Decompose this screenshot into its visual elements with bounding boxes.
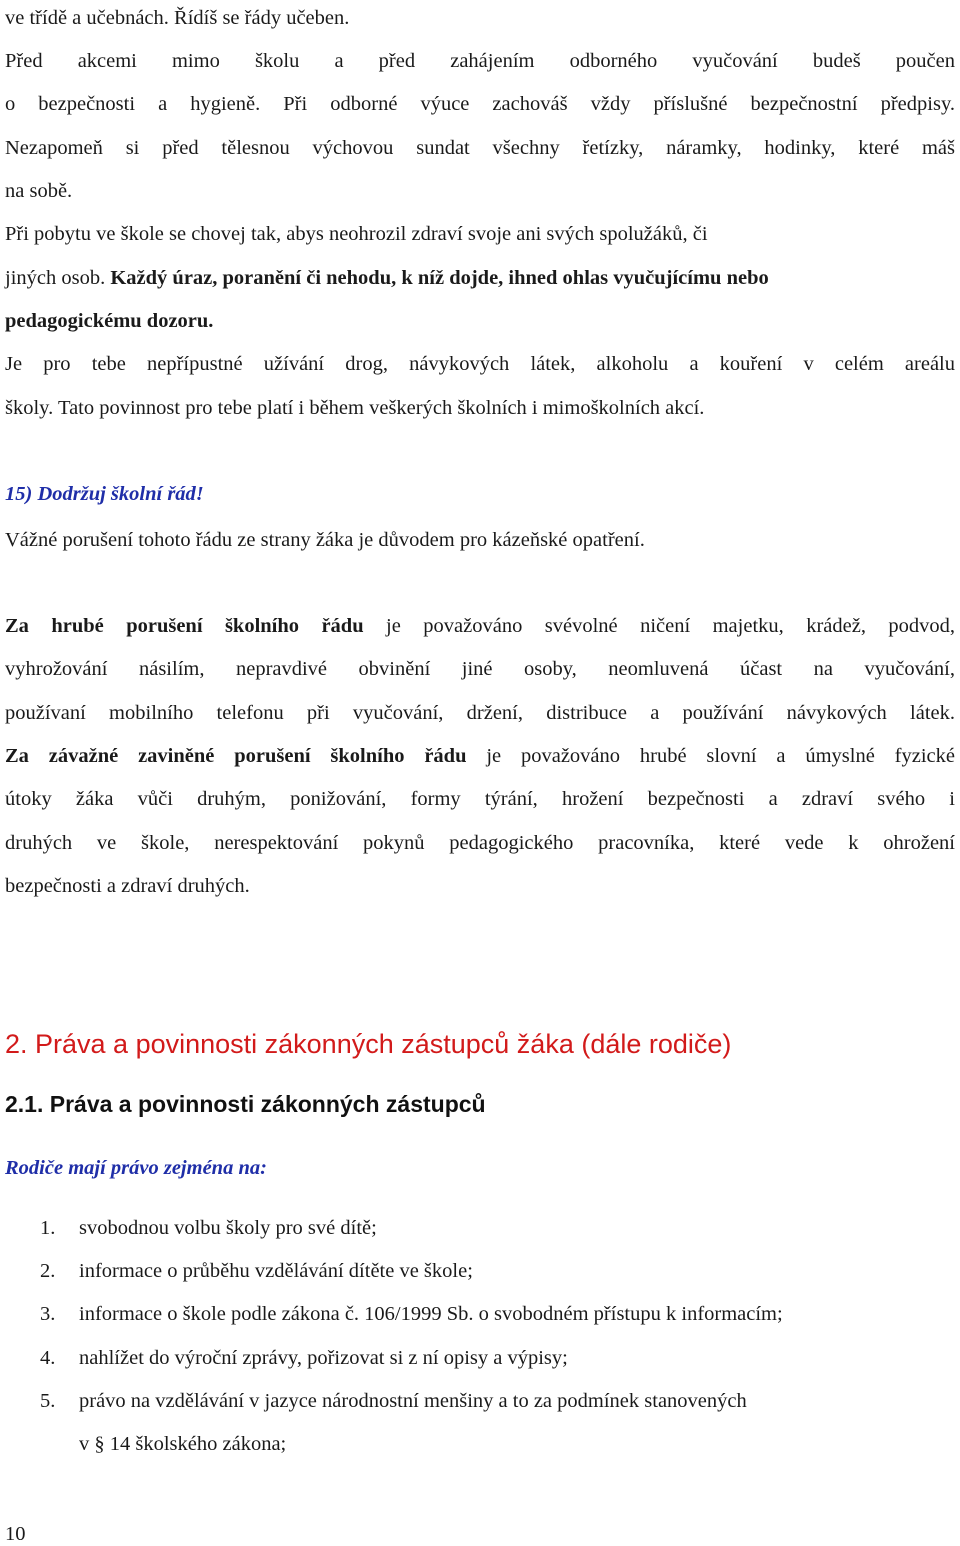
- text-line: vyhrožování násilím, nepravdivé obvinění jiné osoby, neomluvená účast na vyučování,: [5, 658, 955, 680]
- list-number: 1.: [40, 1217, 56, 1239]
- text-line: [5, 266, 769, 290]
- text-line: o bezpečnosti a hygieně. Při odborné výuce zachováš vždy příslušné bezpečnostní předpisy.: [5, 93, 955, 115]
- text-line: Před akcemi mimo školu a před zahájením odborného vyučování budeš poučen: [5, 50, 955, 72]
- section-15-title: 15) Dodržuj školní řád!: [5, 483, 204, 505]
- rough-violation-line: [5, 614, 955, 638]
- text-line: školy. Tato povinnost pro tebe platí i během veškerých školních i mimoškolních akcí.: [5, 397, 705, 419]
- page-number: 10: [5, 1523, 26, 1545]
- list-item: informace o průběhu vzdělávání dítěte ve škole;: [79, 1260, 473, 1282]
- serious-violation-line: [5, 744, 955, 768]
- list-item-cont: v § 14 školského zákona;: [79, 1433, 287, 1455]
- section-15-text: Vážné porušení tohoto řádu ze strany žáka je důvodem pro kázeňské opatření.: [5, 529, 645, 551]
- list-item: nahlížet do výroční zprávy, pořizovat si z ní opisy a výpisy;: [79, 1347, 568, 1369]
- bold-instruction-cont: pedagogickému dozoru.: [5, 310, 214, 332]
- list-item: svobodnou volbu školy pro své dítě;: [79, 1217, 377, 1239]
- list-number: 5.: [40, 1390, 56, 1412]
- text-line: používaní mobilního telefonu při vyučování, držení, distribuce a používání návykových látek.: [5, 702, 955, 724]
- text-segment: je považováno hrubé slovní a úmyslné fyzické: [466, 745, 955, 767]
- chapter-heading: 2. Práva a povinnosti zákonných zástupců žáka (dále rodiče): [5, 1029, 732, 1059]
- text-line: Při pobytu ve škole se chovej tak, abys neohrozil zdraví svoje ani svých spolužáků, či: [5, 223, 708, 245]
- list-number: 3.: [40, 1303, 56, 1325]
- text-line: na sobě.: [5, 180, 73, 202]
- section-heading: 2.1. Práva a povinnosti zákonných zástupců: [5, 1091, 486, 1117]
- list-number: 4.: [40, 1347, 56, 1369]
- text-line: útoky žáka vůči druhým, ponižování, formy týrání, hrožení bezpečnosti a zdraví svého i: [5, 788, 955, 810]
- text-line: druhých ve škole, nerespektování pokynů pedagogického pracovníka, které vede k ohrožení: [5, 832, 955, 854]
- rights-title: Rodiče mají právo zejména na:: [5, 1157, 267, 1179]
- bold-instruction: Každý úraz, poranění či nehodu, k níž dojde, ihned ohlas vyučujícímu nebo: [110, 267, 769, 289]
- text-line: ve třídě a učebnách. Řídíš se řády učeben.: [5, 7, 350, 29]
- text-segment: jiných osob.: [5, 267, 106, 289]
- text-line: bezpečnosti a zdraví druhých.: [5, 875, 250, 897]
- text-segment: je považováno svévolné ničení majetku, krádež, podvod,: [363, 615, 956, 637]
- list-number: 2.: [40, 1260, 56, 1282]
- text-line: Je pro tebe nepřípustné užívání drog, návykových látek, alkoholu a kouření v celém areálu: [5, 353, 955, 375]
- text-line: Nezapomeň si před tělesnou výchovou sundat všechny řetízky, náramky, hodinky, které máš: [5, 137, 955, 159]
- list-item: právo na vzdělávání v jazyce národnostní menšiny a to za podmínek stanovených: [79, 1390, 747, 1412]
- rough-violation-term: Za hrubé porušení školního řádu: [5, 615, 364, 637]
- serious-violation-term: Za závažné zaviněné porušení školního řádu: [5, 745, 467, 767]
- list-item: informace o škole podle zákona č. 106/1999 Sb. o svobodném přístupu k informacím;: [79, 1303, 783, 1325]
